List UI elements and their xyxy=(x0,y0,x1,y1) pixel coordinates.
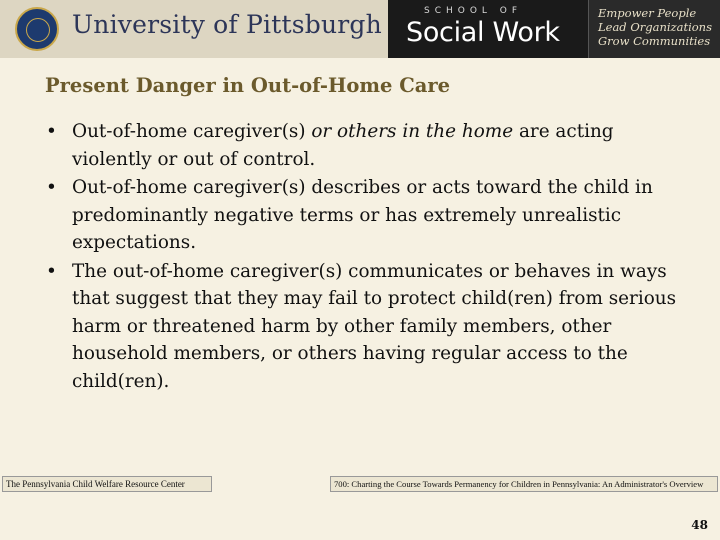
school-logo-block xyxy=(388,0,720,58)
bullet-item xyxy=(46,174,686,257)
footer-organization: The Pennsylvania Child Welfare Resource Center xyxy=(2,476,212,492)
bullet-list xyxy=(46,118,686,396)
tagline xyxy=(598,6,712,48)
bullet-dot-icon: • xyxy=(46,177,57,198)
page-number: 48 xyxy=(691,518,708,532)
tagline-line: Empower People xyxy=(598,6,697,20)
bullet-text: Out-of-home caregiver(s) describes or acts toward the child in predominantly negative terms or has extremely unrealistic expectations. xyxy=(72,177,653,253)
school-wordmark xyxy=(388,0,589,58)
bullet-dot-icon: • xyxy=(46,121,57,142)
bullet-dot-icon: • xyxy=(46,260,57,282)
school-of-label: SCHOOL OF xyxy=(424,6,523,16)
bullet-item xyxy=(46,258,686,396)
university-seal-icon xyxy=(15,7,59,51)
bullet-item xyxy=(46,118,686,173)
bullet-emphasis: or others in the home xyxy=(311,121,514,142)
tagline-line: Lead Organizations xyxy=(598,20,712,34)
university-logo-block xyxy=(0,0,388,58)
tagline-line: Grow Communities xyxy=(598,34,711,48)
bullet-text: are acting violently or out of control. xyxy=(72,121,614,170)
header-banner xyxy=(0,0,720,58)
school-name: Social Work xyxy=(406,17,560,48)
bullet-text: The out-of-home caregiver(s) communicates or behaves in ways that suggest that they may fail to protect child(ren) from serious harm or threatened harm by other family members, other household members, or others having regular access to the child(ren). xyxy=(72,260,677,392)
bullet-text: Out-of-home caregiver(s) xyxy=(72,121,312,142)
footer-course-title: 700: Charting the Course Towards Permanency for Children in Pennsylvania: An Administrator's Overview xyxy=(330,476,718,492)
slide-title: Present Danger in Out-of-Home Care xyxy=(45,74,451,97)
university-name: University of Pittsburgh xyxy=(72,10,382,39)
